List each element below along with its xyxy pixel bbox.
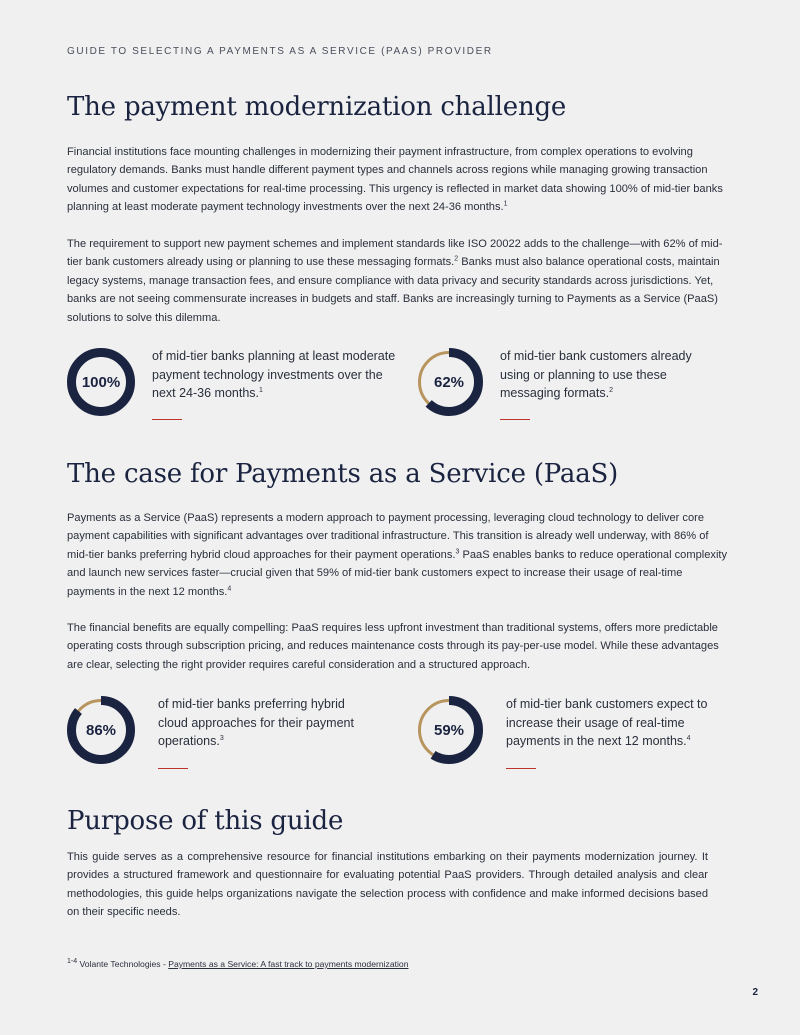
stat-card-62: [414, 347, 734, 427]
stat-divider: [152, 419, 182, 420]
page-number: 2: [752, 987, 758, 998]
footnote: $^{1-4}$ Volante Technologies - Payments as a Service: A fast track to payments modernization: [67, 958, 409, 969]
stat-description: of mid-tier banks preferring hybrid cloud approaches for their payment operations.$^3$: [158, 697, 354, 748]
stat-card-59: [414, 695, 734, 775]
section-title-purpose: Purpose of this guide: [67, 806, 344, 836]
stat-value-59: 59%: [433, 721, 465, 739]
stat-value-62: 62%: [433, 373, 465, 391]
running-head: GUIDE TO SELECTING A PAYMENTS AS A SERVICE (PAAS) PROVIDER: [67, 46, 493, 57]
stat-divider: [158, 768, 188, 769]
paragraph-modernization-2: The requirement to support new payment schemes and implement standards like ISO 20022 adds to the challenge—with 62% of mid-tier bank customers already using or planning to use these messaging formats.$^2$ Banks must also balance operational costs, maintain legacy systems, manage transaction fees, and ensure compliance with data privacy and security standards across jurisdictions. Yet, banks are not seeing commensurate increases in budgets and staff. Banks are increasingly turning to Payments as a Service (PaaS) solutions to solve this dilemma.: [67, 238, 723, 324]
paragraph-purpose: This guide serves as a comprehensive resource for financial institutions embarking on their payments modernization journey. It provides a structured framework and questionnaire for evaluating potential PaaS providers. Through detailed analysis and clear methodologies, this guide helps organizations navigate the selection process with confidence and make informed decisions based on their specific needs.: [67, 851, 708, 919]
paragraph-paas-1: Payments as a Service (PaaS) represents a modern approach to payment processing, leveraging cloud technology to deliver core payment capabilities with significant advantages over traditional infrastructure. This transition is already well underway, with 86% of mid-tier banks preferring hybrid cloud approaches for their payment operations.$^3$ PaaS enables banks to reduce operational complexity and launch new services faster—crucial given that 59% of mid-tier bank customers expect to increase their usage of real-time payments in the next 12 months.$^4$: [67, 512, 728, 598]
paragraph-paas-2: The financial benefits are equally compelling: PaaS requires less upfront investment than traditional systems, offers more predictable operating costs through subscription pricing, and reduces maintenance costs through its pay-per-use model. While these advantages are clear, selecting the right provider requires careful consideration and a structured approach.: [67, 622, 719, 671]
paragraph-modernization-1: Financial institutions face mounting challenges in modernizing their payment infrastructure, from complex operations to evolving regulatory demands. Banks must handle different payment types and channels across regions while managing growing transaction volumes and customer expectations for real-time processing. This urgency is reflected in market data showing 100% of mid-tier banks planning at least moderate payment technology investments over the next 24-36 months.$^1$: [67, 146, 723, 214]
stat-divider: [506, 768, 536, 769]
stat-card-100: [66, 347, 396, 427]
stat-value-86: 86%: [85, 721, 117, 739]
stat-value-100: 100%: [81, 373, 121, 391]
stat-description: of mid-tier bank customers already using or planning to use these messaging formats.$^2$: [500, 349, 692, 400]
stat-card-86: [66, 695, 396, 775]
section-title-modernization: The payment modernization challenge: [67, 92, 567, 122]
section-title-paas-case: The case for Payments as a Service (PaaS): [67, 459, 619, 489]
stat-description: of mid-tier banks planning at least moderate payment technology investments over the next 24-36 months.$^1$: [152, 349, 396, 400]
stat-description: of mid-tier bank customers expect to increase their usage of real-time payments in the next 12 months.$^4$: [506, 697, 708, 748]
footnote-source-link[interactable]: Payments as a Service: A fast track to payments modernization: [168, 959, 409, 969]
stat-divider: [500, 419, 530, 420]
